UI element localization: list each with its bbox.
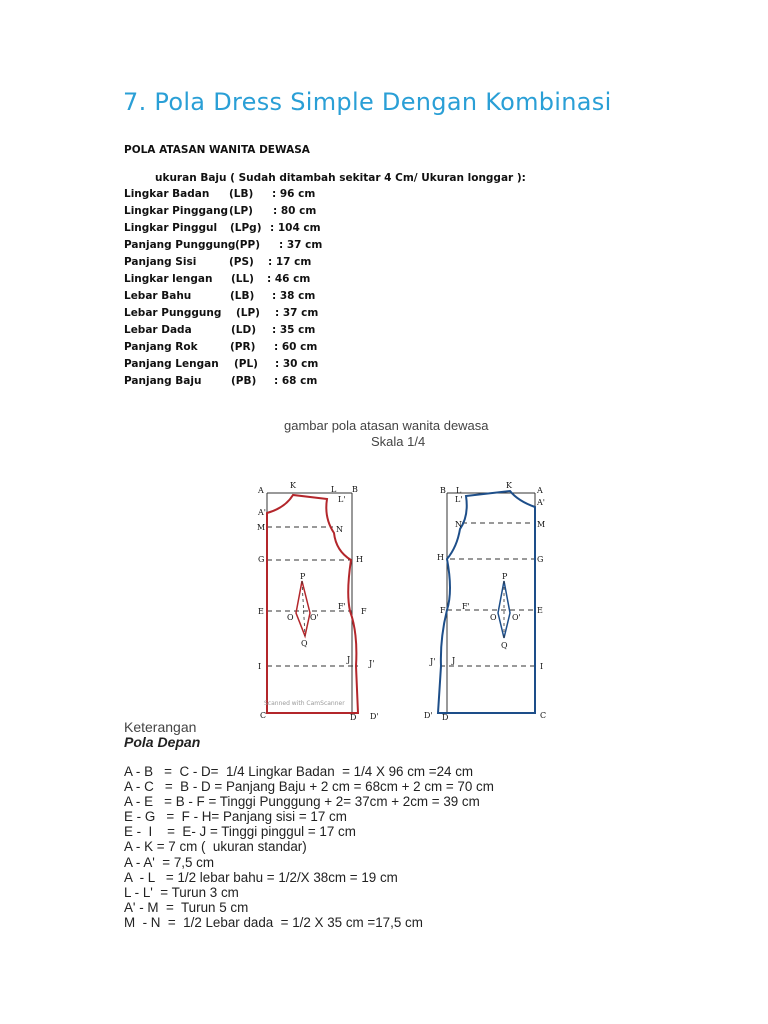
watermark: Scanned with CamScanner (264, 700, 345, 707)
measurement-value: : 38 cm (272, 290, 316, 302)
point-label: I (258, 662, 262, 671)
measurement-name: Lebar Bahu (124, 290, 192, 302)
formula-line: A - C = B - D = Panjang Baju + 2 cm = 68cm + 2 cm = 70 cm (124, 779, 494, 795)
point-label: B (352, 485, 358, 494)
point-label: H (437, 553, 444, 562)
point-label: E (537, 606, 543, 615)
point-label: B (440, 486, 446, 495)
measurement-abbr: (LD) (231, 324, 257, 336)
point-label: O (287, 613, 294, 622)
measurement-name: Panjang Sisi (124, 256, 197, 268)
formula-line: L - L' = Turun 3 cm (124, 884, 239, 900)
size-heading: ukuran Baju ( Sudah ditambah sekitar 4 Cm/ Ukuran longgar ): (155, 172, 526, 184)
measurement-abbr: (LP) (229, 205, 253, 217)
point-label: O (490, 613, 497, 622)
point-label: L' (338, 495, 346, 504)
formula-line: A - B = C - D= 1/4 Lingkar Badan = 1/4 X 96 cm =24 cm (124, 764, 474, 779)
point-label: P (300, 572, 306, 581)
measurement-value: : 30 cm (275, 358, 319, 370)
measurement-name: Panjang Baju (124, 375, 202, 387)
point-label: A (258, 486, 264, 495)
point-label: J (452, 656, 456, 665)
point-label: O' (512, 613, 521, 622)
point-label: D' (370, 712, 379, 721)
formula-line: A - K = 7 cm ( ukuran standar) (124, 839, 307, 855)
point-label: K (290, 481, 296, 490)
formula-line: A' - M = Turun 5 cm (124, 899, 249, 915)
point-label: F' (338, 602, 346, 611)
point-label: F (440, 606, 446, 615)
measurement-value: : 35 cm (272, 324, 316, 336)
measurement-abbr: (PL) (234, 358, 258, 370)
pattern-drawing (250, 463, 560, 725)
point-label: D' (424, 711, 433, 720)
point-label: J' (430, 657, 436, 666)
measurement-value: : 68 cm (274, 375, 318, 387)
measurement-abbr: (PS) (229, 256, 254, 268)
measurement-name: Lebar Dada (124, 324, 192, 336)
pola-depan-heading: Pola Depan (124, 734, 201, 750)
point-label: D (350, 713, 357, 722)
measurement-name: Panjang Punggung (124, 239, 236, 251)
measurement-value: : 46 cm (267, 273, 311, 285)
point-label: I (540, 662, 544, 671)
point-label: F (361, 607, 367, 616)
measurement-name: Lingkar Badan (124, 188, 210, 200)
point-label: A' (258, 508, 266, 517)
measurement-name: Lingkar Pinggang (124, 205, 229, 217)
measurement-value: : 96 cm (272, 188, 316, 200)
formula-line: A - E = B - F = Tinggi Punggung + 2= 37cm + 2cm = 39 cm (124, 794, 480, 810)
point-label: N (455, 520, 462, 529)
measurement-abbr: (LP) (236, 307, 260, 319)
point-label: N (336, 525, 343, 534)
keterangan-heading: Keterangan (124, 719, 197, 735)
formula-line: A - A' = 7,5 cm (124, 854, 215, 870)
back-pattern (424, 481, 546, 722)
measurement-value: : 104 cm (270, 222, 321, 234)
page-title: 7. Pola Dress Simple Dengan Kombinasi (123, 88, 612, 116)
measurement-value: : 37 cm (275, 307, 319, 319)
figure-scale: Skala 1/4 (371, 434, 426, 449)
point-label: O' (310, 613, 319, 622)
formula-line: E - G = F - H= Panjang sisi = 17 cm (124, 809, 347, 825)
formula-line: M - N = 1/2 Lebar dada = 1/2 X 35 cm =17,5 cm (124, 914, 423, 930)
measurement-abbr: (LL) (231, 273, 254, 285)
point-label: K (506, 481, 512, 490)
measurement-name: Panjang Rok (124, 341, 198, 353)
figure-caption: gambar pola atasan wanita dewasa (284, 418, 489, 433)
point-label: A (537, 486, 543, 495)
measurement-name: Lingkar lengan (124, 273, 213, 285)
point-label: Q (301, 639, 308, 648)
front-pattern (257, 481, 379, 722)
point-label: G (258, 555, 265, 564)
point-label: J (347, 655, 351, 664)
point-label: P (502, 572, 508, 581)
point-label: M (257, 523, 266, 532)
measurement-name: Panjang Lengan (124, 358, 219, 370)
measurement-abbr: (PP) (235, 239, 260, 251)
point-label: E (258, 607, 264, 616)
point-label: L' (455, 495, 463, 504)
measurement-abbr: (LPg) (230, 222, 262, 234)
section-subtitle: POLA ATASAN WANITA DEWASA (124, 144, 310, 156)
measurement-abbr: (LB) (230, 290, 255, 302)
point-label: D (442, 713, 449, 722)
measurement-abbr: (PB) (231, 375, 257, 387)
point-label: L (456, 486, 462, 495)
point-label: A' (537, 498, 545, 507)
point-label: G (537, 555, 544, 564)
measurement-value: : 17 cm (268, 256, 312, 268)
point-label: L (331, 485, 337, 494)
measurement-value: : 80 cm (273, 205, 317, 217)
point-label: C (540, 711, 547, 720)
point-label: J' (369, 659, 375, 668)
measurement-abbr: (PR) (230, 341, 256, 353)
point-label: C (260, 711, 267, 720)
point-label: Q (501, 641, 508, 650)
measurement-value: : 60 cm (274, 341, 318, 353)
formula-line: E - I = E- J = Tinggi pinggul = 17 cm (124, 824, 356, 840)
point-label: F' (462, 602, 470, 611)
point-label: M (537, 520, 546, 529)
measurement-value: : 37 cm (279, 239, 323, 251)
measurement-name: Lingkar Pinggul (124, 222, 218, 234)
formula-list (124, 764, 494, 930)
formula-line: A - L = 1/2 lebar bahu = 1/2/X 38cm = 19 cm (124, 869, 398, 885)
measurement-abbr: (LB) (229, 188, 254, 200)
measurement-name: Lebar Punggung (124, 307, 222, 319)
point-label: H (356, 555, 363, 564)
